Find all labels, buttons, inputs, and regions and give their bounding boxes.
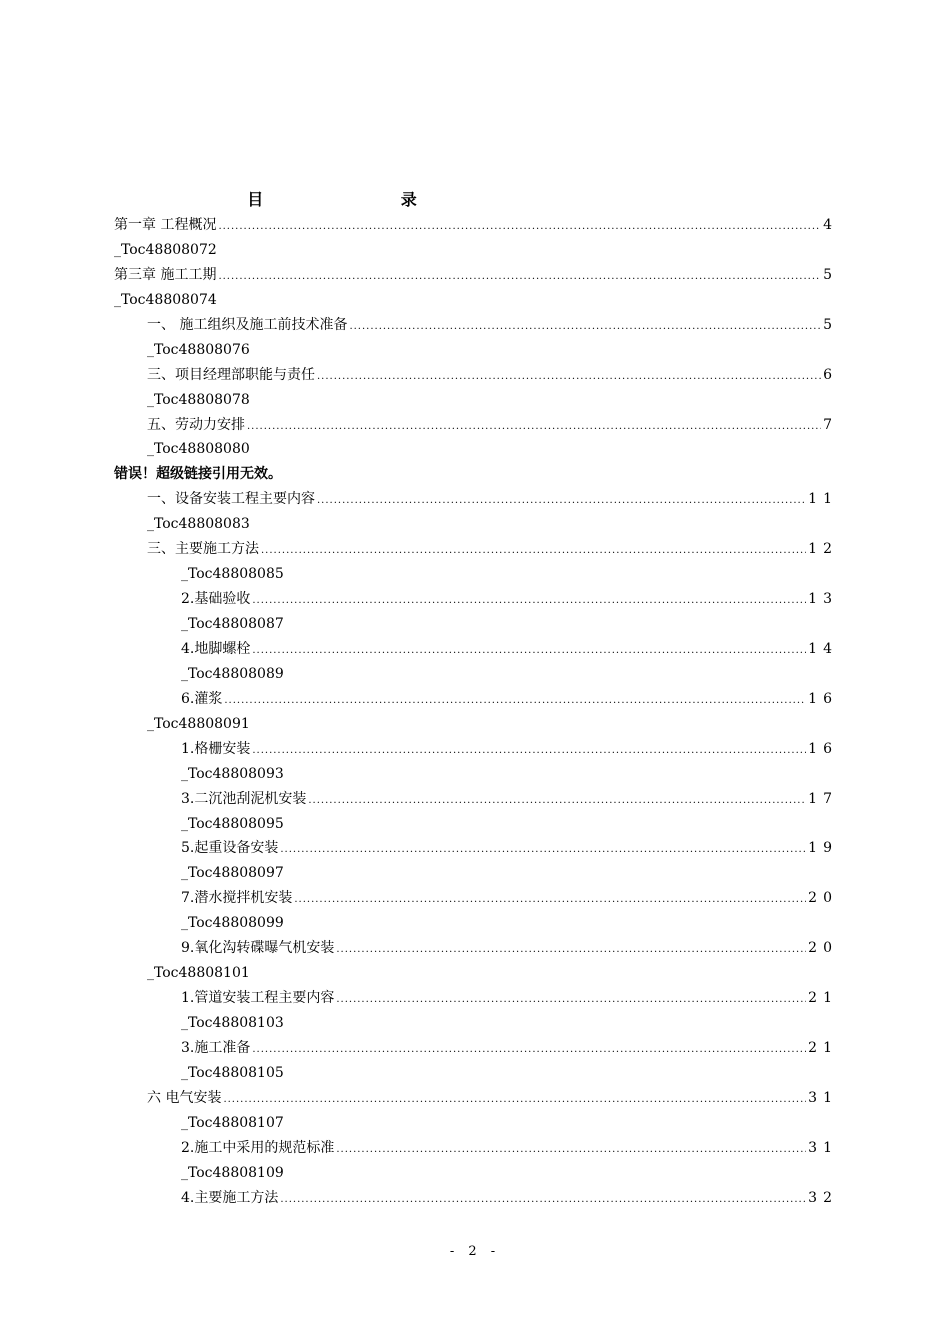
toc-anchor-link[interactable] — [114, 1011, 832, 1036]
toc-entry-label: _Toc48808107 — [181, 1114, 284, 1131]
toc-entry-label: 1.格栅安装 — [181, 740, 251, 757]
toc-page-number: 16 — [808, 740, 838, 757]
toc-entry[interactable] — [114, 886, 838, 911]
toc-entry-label: _Toc48808097 — [181, 865, 284, 882]
toc-page-number: 5 — [823, 316, 838, 333]
toc-anchor-link[interactable] — [114, 437, 832, 462]
toc-page-number: 19 — [808, 840, 838, 857]
toc-entry-label: _Toc48808101 — [147, 965, 250, 982]
toc-entry[interactable] — [114, 1036, 838, 1061]
toc-entry-label: _Toc48808099 — [181, 915, 284, 932]
toc-entry-label: 3.施工准备 — [181, 1039, 251, 1056]
toc-entry[interactable] — [114, 487, 838, 512]
toc-entry-label: _Toc48808072 — [114, 241, 217, 258]
toc-entry-label: _Toc48808078 — [147, 391, 250, 408]
dot-leader — [261, 539, 806, 564]
toc-entry-label: _Toc48808080 — [147, 441, 250, 458]
dot-leader — [252, 1038, 806, 1063]
toc-entry-label: 三、主要施工方法 — [147, 541, 259, 558]
toc-entry[interactable] — [114, 313, 838, 338]
dot-leader — [252, 739, 806, 764]
toc-entry-label: 6.灌浆 — [181, 690, 223, 707]
toc-entry-label: _Toc48808076 — [147, 341, 250, 358]
toc-anchor-link[interactable] — [114, 238, 832, 263]
toc-entry-label: 2.基础验收 — [181, 591, 251, 608]
toc-entry[interactable] — [114, 537, 838, 562]
dot-leader — [317, 489, 806, 514]
toc-entry[interactable] — [114, 263, 838, 288]
toc-entry-label: 一、设备安装工程主要内容 — [147, 491, 315, 508]
dot-leader — [252, 589, 806, 614]
toc-anchor-link[interactable] — [114, 762, 832, 787]
page-number-footer: - 2 - — [449, 1244, 501, 1259]
toc-anchor-link[interactable] — [114, 1161, 832, 1186]
toc-entry[interactable] — [114, 1186, 838, 1211]
toc-anchor-link[interactable] — [114, 338, 832, 363]
toc-entry[interactable] — [114, 1136, 838, 1161]
toc-entry[interactable] — [114, 587, 838, 612]
toc-entry[interactable] — [114, 363, 838, 388]
toc-entry-label: _Toc48808089 — [181, 665, 284, 682]
toc-entry-label: 7.潜水搅拌机安装 — [181, 890, 293, 907]
dot-leader — [336, 988, 806, 1013]
dot-leader — [280, 1188, 806, 1213]
toc-anchor-link[interactable] — [114, 288, 832, 313]
toc-page-number: 32 — [808, 1189, 838, 1206]
dot-leader — [252, 639, 806, 664]
toc-entry-label: _Toc48808087 — [181, 616, 284, 632]
toc-entry[interactable] — [114, 687, 838, 712]
dot-leader — [223, 1088, 806, 1113]
toc-anchor-link[interactable] — [114, 712, 832, 737]
toc-entry-label: 三、项目经理部职能与责任 — [147, 366, 315, 383]
toc-entry-label: _Toc48808083 — [147, 516, 250, 533]
toc-entry-label: 5.起重设备安装 — [181, 840, 279, 857]
toc-anchor-link[interactable] — [114, 911, 832, 936]
toc-anchor-link[interactable] — [114, 662, 832, 687]
toc-entry-label: 2.施工中采用的规范标准 — [181, 1139, 335, 1156]
toc-anchor-link[interactable] — [114, 562, 832, 587]
dot-leader — [349, 315, 821, 340]
toc-page-number: 31 — [808, 1139, 838, 1156]
toc-anchor-link[interactable] — [114, 812, 832, 837]
toc-anchor-link[interactable] — [114, 961, 832, 986]
toc-entry[interactable] — [114, 787, 838, 812]
toc-page-number: 11 — [808, 491, 838, 508]
dot-leader — [317, 365, 821, 390]
toc-anchor-link[interactable] — [114, 612, 832, 637]
toc-page-number: 20 — [808, 890, 838, 907]
toc-entry-label: 六 电气安装 — [147, 1089, 222, 1106]
toc-entry-label: _Toc48808074 — [114, 291, 217, 308]
toc-entry-label: 9.氧化沟转碟曝气机安装 — [181, 940, 335, 957]
toc-page-number: 12 — [808, 541, 838, 558]
toc-entry-label: 4.地脚螺栓 — [181, 640, 251, 657]
toc-page-number: 17 — [808, 790, 838, 807]
toc-entry-label: _Toc48808085 — [181, 566, 284, 583]
dot-leader — [336, 938, 806, 963]
toc-page-number: 4 — [823, 217, 838, 233]
dot-leader — [294, 888, 806, 913]
toc-entry-label: _Toc48808109 — [181, 1164, 284, 1181]
toc-entry-label: _Toc48808095 — [181, 815, 284, 832]
toc-entry-label: _Toc48808091 — [147, 715, 250, 732]
toc-entry-label: _Toc48808105 — [181, 1064, 284, 1081]
toc-anchor-link[interactable] — [114, 388, 832, 413]
toc-page-number: 5 — [823, 266, 838, 283]
toc-anchor-link[interactable] — [114, 1111, 832, 1136]
toc-entry[interactable] — [114, 936, 838, 961]
toc-entry-label: 1.管道安装工程主要内容 — [181, 990, 335, 1007]
toc-entry[interactable] — [114, 1086, 838, 1111]
toc-entry[interactable] — [114, 737, 838, 762]
toc-page-number: 13 — [808, 591, 838, 608]
toc-page-number: 6 — [823, 366, 838, 383]
dot-leader — [247, 415, 821, 440]
toc-page-number: 7 — [823, 416, 838, 433]
dot-leader — [336, 1138, 806, 1163]
toc-anchor-link[interactable] — [114, 861, 832, 886]
toc-entry[interactable] — [114, 986, 838, 1011]
dot-leader — [224, 689, 806, 714]
toc-error-text — [114, 462, 832, 487]
toc-entry-label: 3.二沉池刮泥机安装 — [181, 790, 307, 807]
toc-entry-label: 第一章 工程概况 — [114, 217, 217, 233]
toc-entry-label: 4.主要施工方法 — [181, 1189, 279, 1206]
toc-title: 目 录 — [247, 190, 483, 209]
dot-leader — [218, 215, 821, 240]
toc-entry-label: _Toc48808103 — [181, 1015, 284, 1031]
table-of-contents — [114, 213, 838, 1211]
toc-entry-label: 错误！超级链接引用无效。 — [114, 466, 282, 483]
dot-leader — [308, 789, 806, 814]
toc-entry-label: _Toc48808093 — [181, 765, 284, 782]
toc-entry[interactable] — [114, 413, 838, 438]
toc-entry-label: 五、劳动力安排 — [147, 416, 245, 433]
toc-page-number: 31 — [808, 1089, 838, 1106]
toc-anchor-link[interactable] — [114, 1061, 832, 1086]
toc-entry[interactable] — [114, 637, 838, 662]
toc-entry[interactable] — [114, 213, 838, 238]
toc-page-number: 16 — [808, 690, 838, 707]
dot-leader — [218, 265, 821, 290]
toc-page-number: 21 — [808, 1039, 838, 1056]
toc-page-number: 20 — [808, 940, 838, 957]
toc-page-number: 14 — [808, 640, 838, 657]
toc-entry[interactable] — [114, 836, 838, 861]
toc-entry-label: 第三章 施工工期 — [114, 266, 217, 283]
toc-page-number: 21 — [808, 990, 838, 1007]
toc-anchor-link[interactable] — [114, 512, 832, 537]
toc-entry-label: 一、 施工组织及施工前技术准备 — [147, 316, 348, 333]
dot-leader — [280, 838, 806, 863]
